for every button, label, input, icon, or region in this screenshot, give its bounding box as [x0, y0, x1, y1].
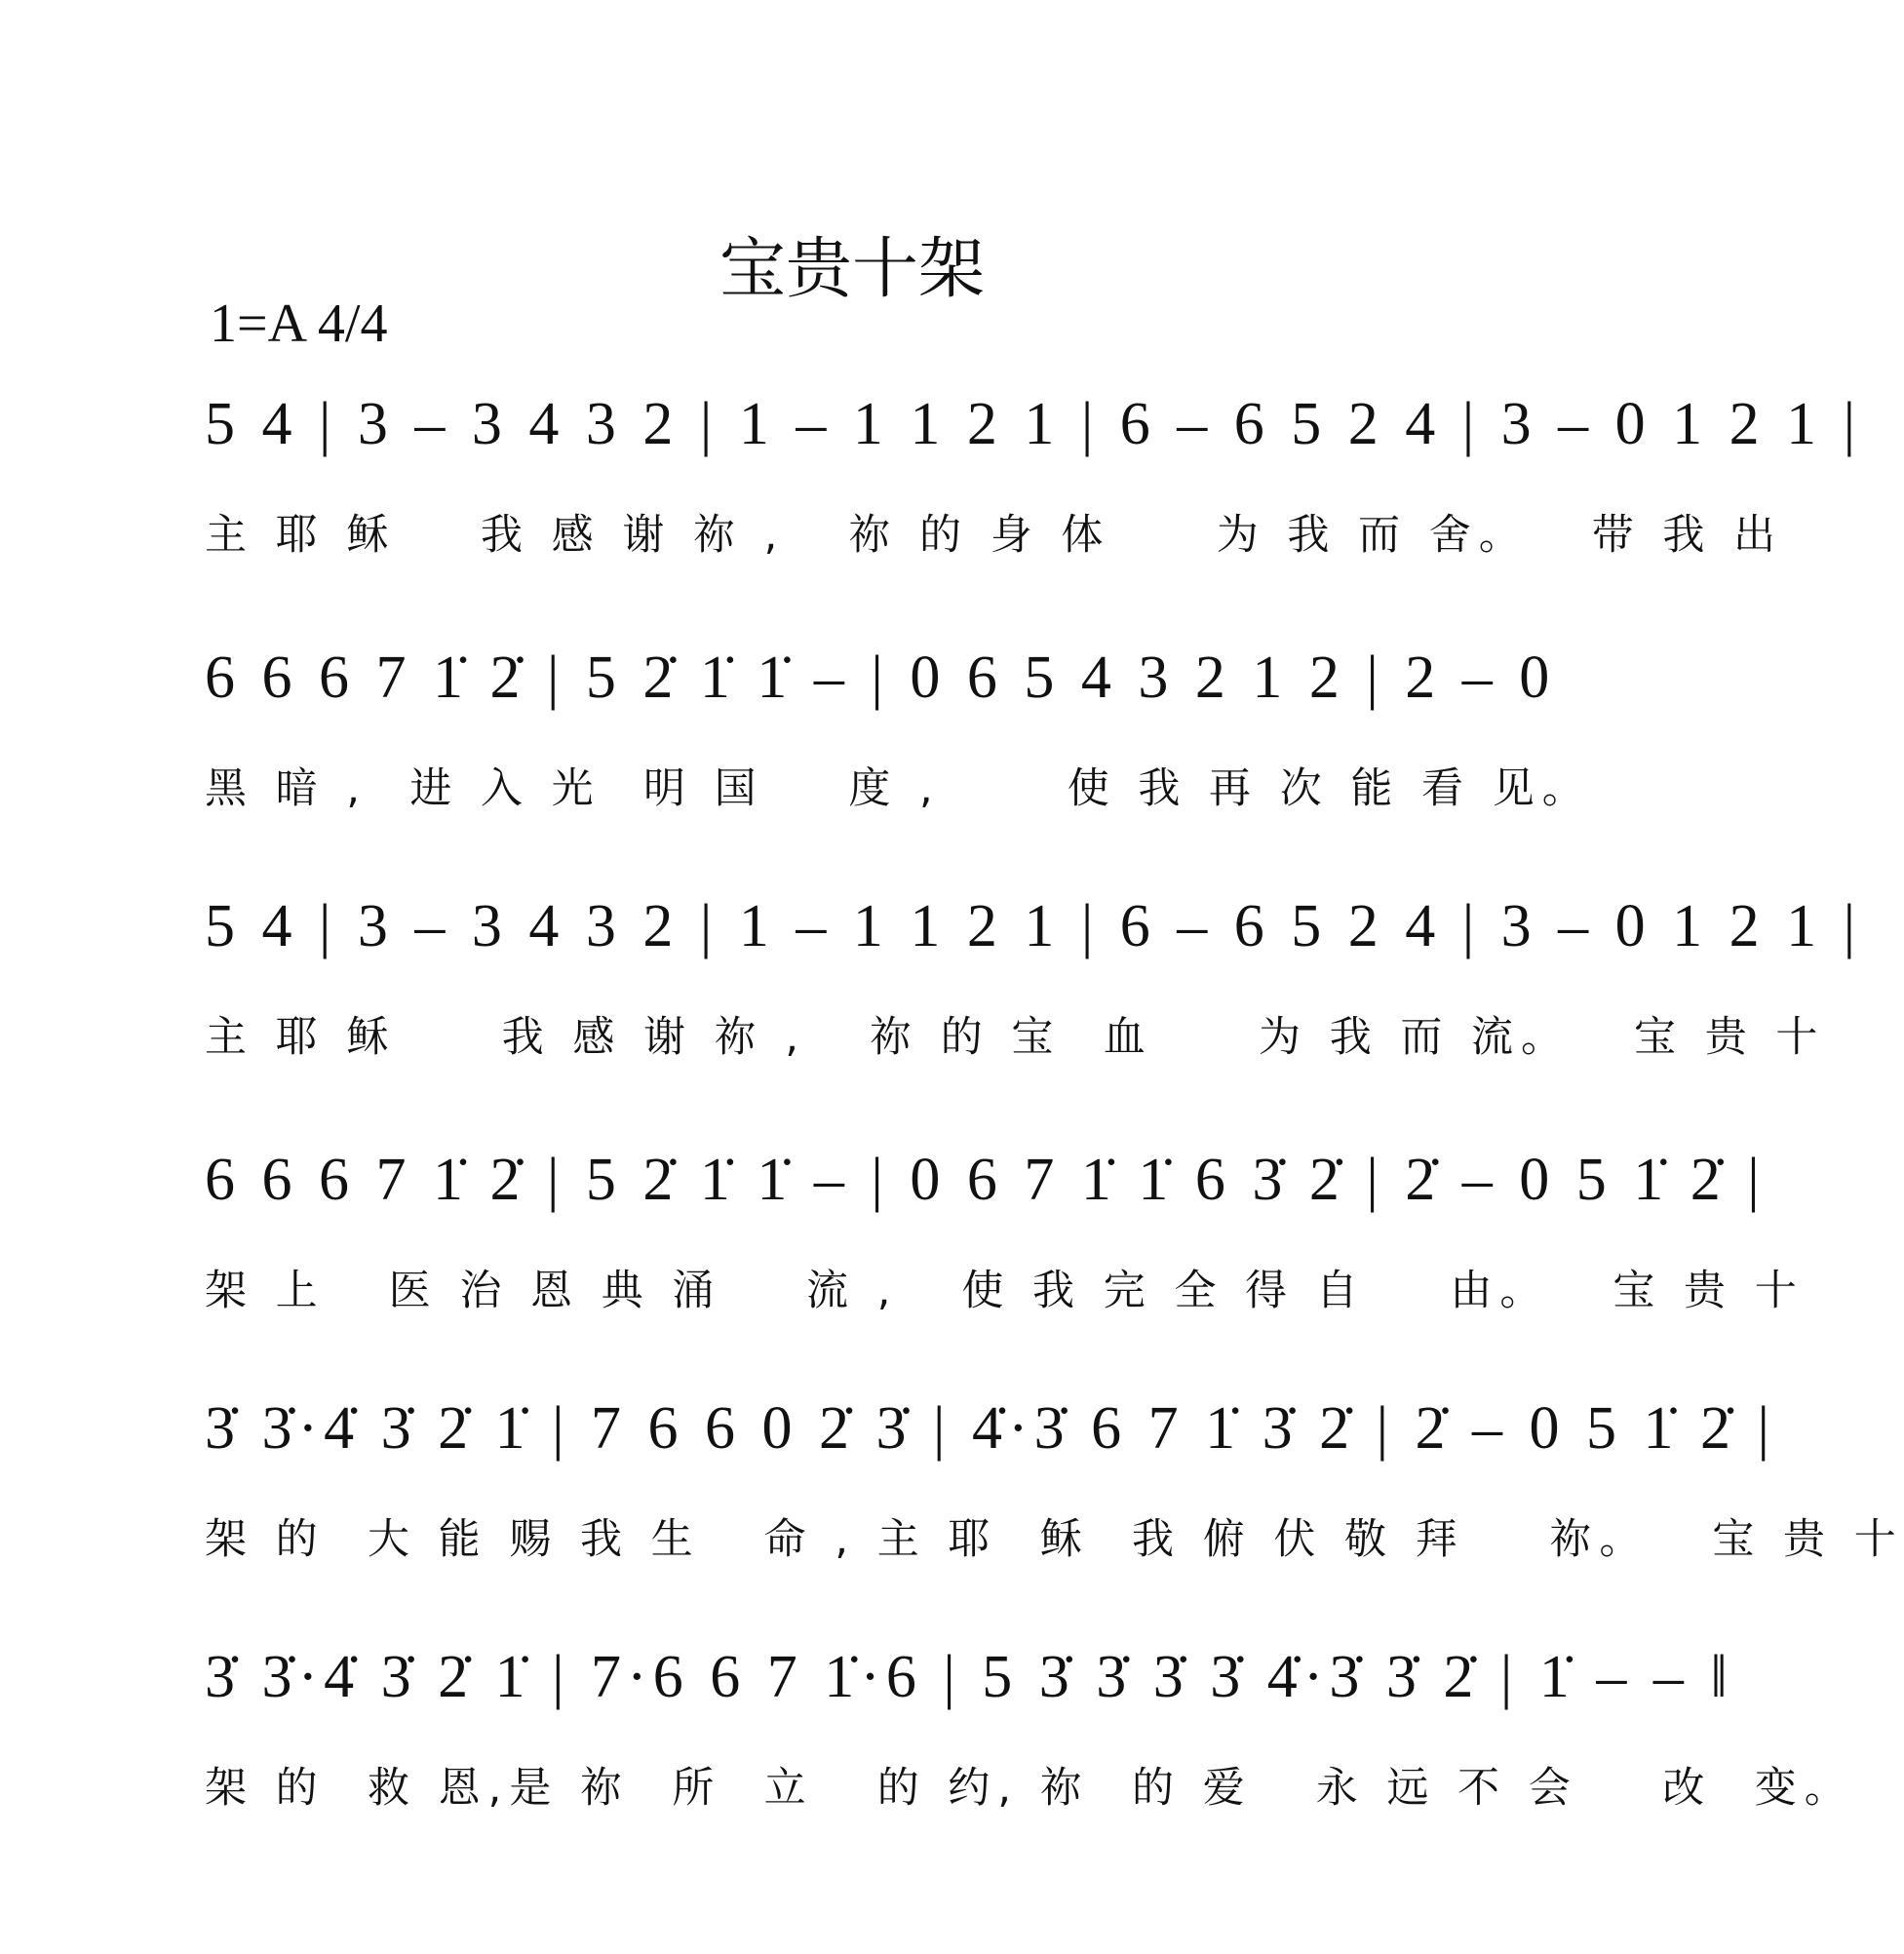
- score-row: [205, 882, 1862, 1107]
- key-signature: 1=A 4/4: [210, 293, 388, 354]
- lyrics-line: 架 的 救 恩,是 祢 所 立 的 约, 祢 的 爱 永 远 不 会 改 变。: [205, 1764, 1854, 1813]
- score-row: [205, 1633, 1854, 1857]
- score-row: [205, 1385, 1904, 1609]
- score-row: [205, 380, 1862, 605]
- lyrics-line: 主 耶 稣 我 感 谢 祢 , 祢 的 身 体 为 我 而 舍。 带 我 出: [205, 511, 1784, 560]
- lyrics-line: 主 耶 稣 我 感 谢 祢 , 祢 的 宝 血 为 我 而 流。 宝 贵 十: [205, 1013, 1826, 1062]
- score-row: [205, 634, 1592, 858]
- score-row: [205, 1136, 1805, 1360]
- lyrics-line: 架 的 大 能 赐 我 生 命 , 主 耶 稣 我 俯 伏 敬 拜 祢。 宝 贵 十: [205, 1515, 1904, 1564]
- notation-line: 3̇ 3̇·4̇ 3̇ 2̇ 1̇ | 7 6 6 0 2̇ 3̇ | 4̇·3̇ 6 7 1̇ 3̇ 2̇ | 2̇ – 0 5 1̇ 2̇ |: [205, 1395, 1775, 1462]
- notation-line: 5 4 | 3 – 3 4 3 2 | 1 – 1 1 2 1 | 6 – 6 5 2 4 | 3 – 0 1 2 1 |: [205, 391, 1862, 457]
- lyrics-line: 黑 暗 , 进 入 光 明 国 度 , 使 我 再 次 能 看 见。: [205, 764, 1592, 813]
- notation-line: 5 4 | 3 – 3 4 3 2 | 1 – 1 1 2 1 | 6 – 6 5 2 4 | 3 – 0 1 2 1 |: [205, 893, 1862, 959]
- notation-line: 3̇ 3̇·4̇ 3̇ 2̇ 1̇ | 7·6 6 7 1̇·6 | 5 3̇ 3̇ 3̇ 3̇ 4̇·3̇ 3̇ 2̇ | 1̇ – – ‖: [205, 1644, 1733, 1710]
- lyrics-line: 架 上 医 治 恩 典 涌 流 , 使 我 完 全 得 自 由。 宝 贵 十: [205, 1267, 1805, 1315]
- notation-line: 6 6 6 7 1̇ 2̇ | 5 2̇ 1̇ 1̇ – | 0 6 5 4 3 2 1 2 | 2 – 0: [205, 645, 1556, 711]
- notation-line: 6 6 6 7 1̇ 2̇ | 5 2̇ 1̇ 1̇ – | 0 6 7 1̇ 1̇ 6 3̇ 2̇ | 2̇ – 0 5 1̇ 2̇ |: [205, 1147, 1766, 1213]
- song-title: 宝贵十架: [719, 231, 985, 308]
